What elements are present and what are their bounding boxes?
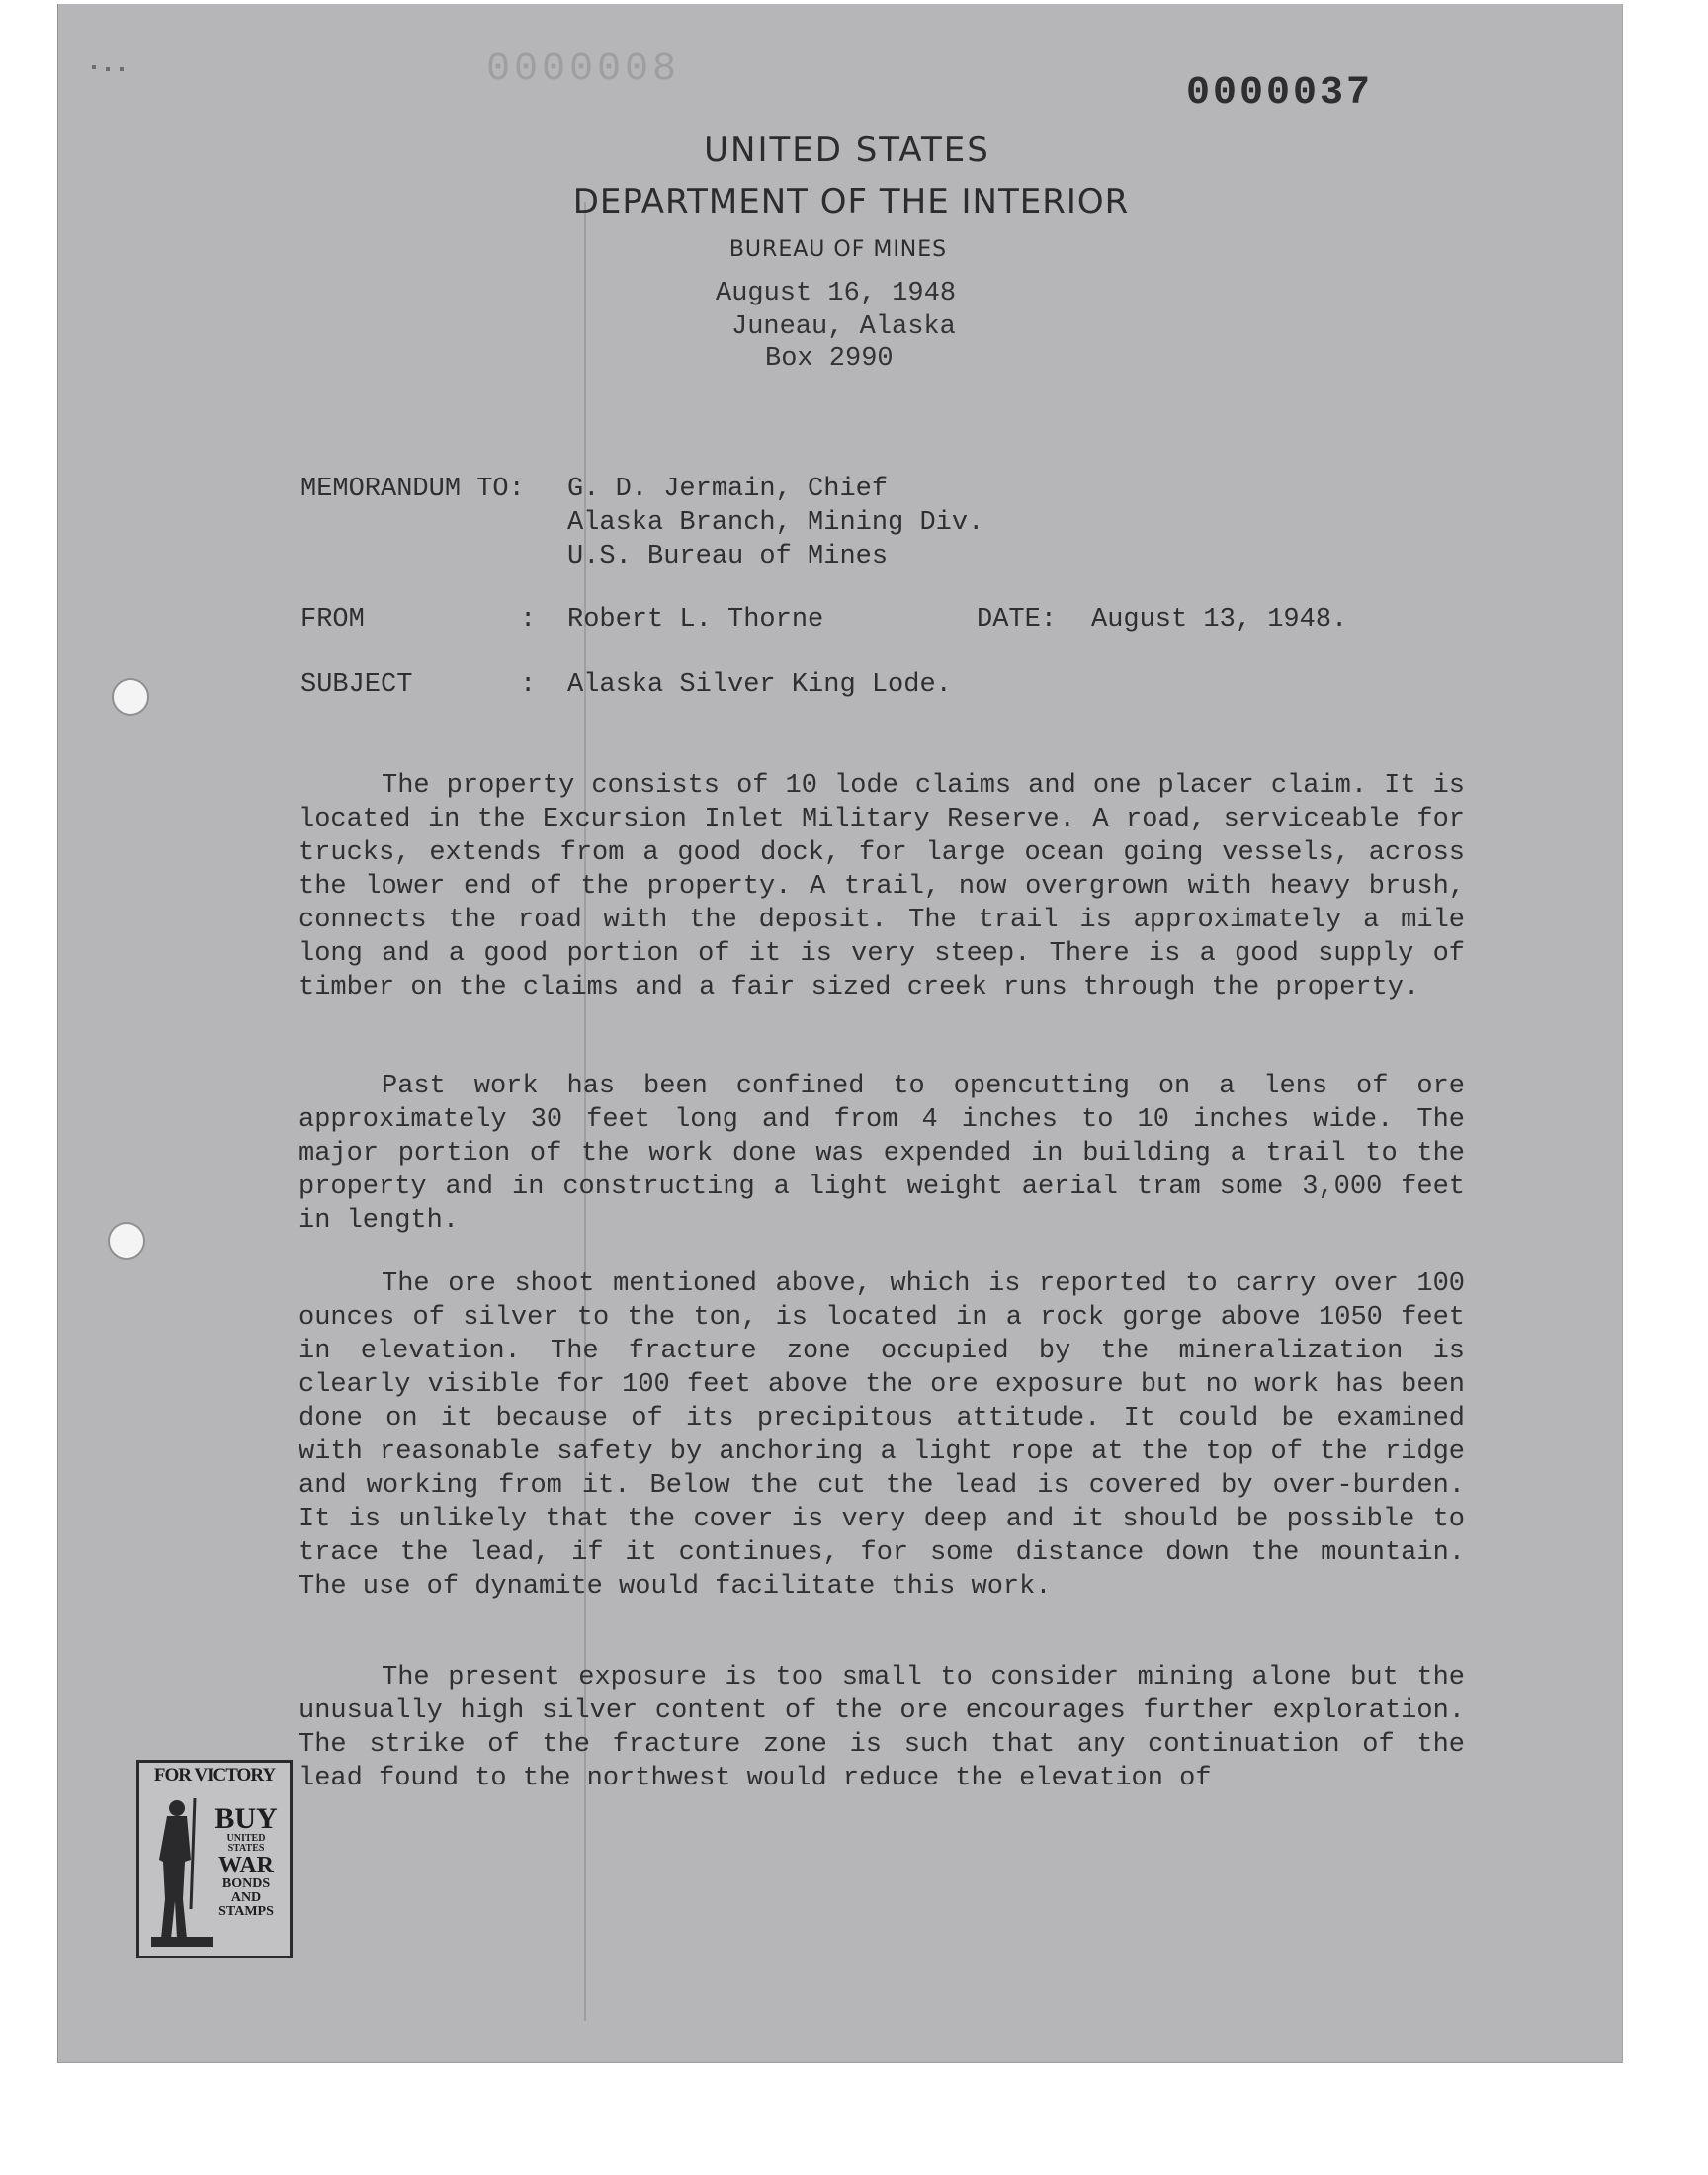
- stamp-war: WAR: [217, 1853, 274, 1878]
- body-paragraph: The property consists of 10 lode claims and one placer claim. It is located in the Excursion Inlet Military Reserve. A road, serviceable for trucks, extends from a good dock, for large ocean going vessels, across the lower end of the property. A trail, now overgrown with heavy brush, connects the road with the deposit. The trail is approximately a mile long and a good portion of it is very steep. There is a good supply of timber on the claims and a fair sized creek runs through the property.: [299, 771, 1465, 1002]
- memo-colon: :: [520, 670, 537, 700]
- memo-to-label: MEMORANDUM TO:: [300, 475, 525, 504]
- minuteman-figure-icon: [147, 1790, 216, 1949]
- faded-reverse-number: 8000000: [482, 47, 677, 92]
- stamp-text: [209, 1804, 284, 1919]
- punch-hole-lower: [108, 1222, 145, 1260]
- memo-date-value: August 13, 1948.: [1091, 605, 1348, 635]
- stray-mark: [120, 67, 124, 71]
- memo-subject-label: SUBJECT: [300, 670, 413, 700]
- stray-mark: [92, 65, 96, 69]
- memo-subject-value: Alaska Silver King Lode.: [567, 670, 952, 700]
- letterhead-bureau: BUREAU OF MINES: [728, 237, 948, 262]
- letterhead-country: UNITED STATES: [704, 130, 990, 170]
- dateline-date: August 16, 1948: [716, 279, 957, 308]
- memo-from-label: FROM: [300, 605, 365, 635]
- stamp-stamps: STAMPS: [218, 1904, 274, 1919]
- memo-to-line: Alaska Branch, Mining Div.: [567, 508, 984, 538]
- dateline-box: Box 2990: [765, 344, 894, 374]
- stamp-heading: FOR VICTORY: [153, 1765, 276, 1785]
- stamp-bonds: BONDS AND: [221, 1876, 271, 1905]
- body-paragraph: The present exposure is too small to consider mining alone but the unusually high silver content of the ore encourages further exploration. The strike of the fracture zone is such that any continuation of the lead found to the northwest would reduce the elevation of: [299, 1663, 1465, 1793]
- stamp-united-states: UNITED STATES: [226, 1833, 266, 1854]
- memo-colon: :: [520, 605, 537, 635]
- memo-to-line: G. D. Jermain, Chief: [567, 475, 889, 504]
- memo-to-line: U.S. Bureau of Mines: [567, 542, 889, 571]
- body-paragraph: The ore shoot mentioned above, which is reported to carry over 100 ounces of silver to the ton, is located in a rock gorge above 1050 feet in elevation. The fracture zone occupied by the mineralization is clearly visible for 100 feet above the ore exposure but no work has been done on it because of its precipitous attitude. It could be examined with reasonable safety by anchoring a light rope at the top of the ridge and working from it. Below the cut the lead is covered by over-burden. It is unlikely that the cover is very deep and it should be possible to trace the lead, if it continues, for some distance down the mountain. The use of dynamite would facilitate this work.: [299, 1269, 1465, 1602]
- dateline-place: Juneau, Alaska: [731, 312, 956, 342]
- war-bonds-stamp: [136, 1760, 293, 1958]
- stamp-buy: BUY: [214, 1802, 278, 1835]
- memo-from-value: Robert L. Thorne: [567, 605, 824, 635]
- memo-date-label: DATE:: [977, 605, 1058, 635]
- punch-hole-upper: [112, 678, 149, 716]
- document-number: 0000037: [1186, 71, 1374, 116]
- letterhead-department: DEPARTMENT OF THE INTERIOR: [572, 182, 1130, 221]
- stray-mark: [106, 67, 110, 71]
- body-paragraph: Past work has been confined to opencutting on a lens of ore approximately 30 feet long and from 4 inches to 10 inches wide. The major portion of the work done was expended in building a trail to the property and in constructing a light weight aerial tram some 3,000 feet in length.: [299, 1072, 1465, 1236]
